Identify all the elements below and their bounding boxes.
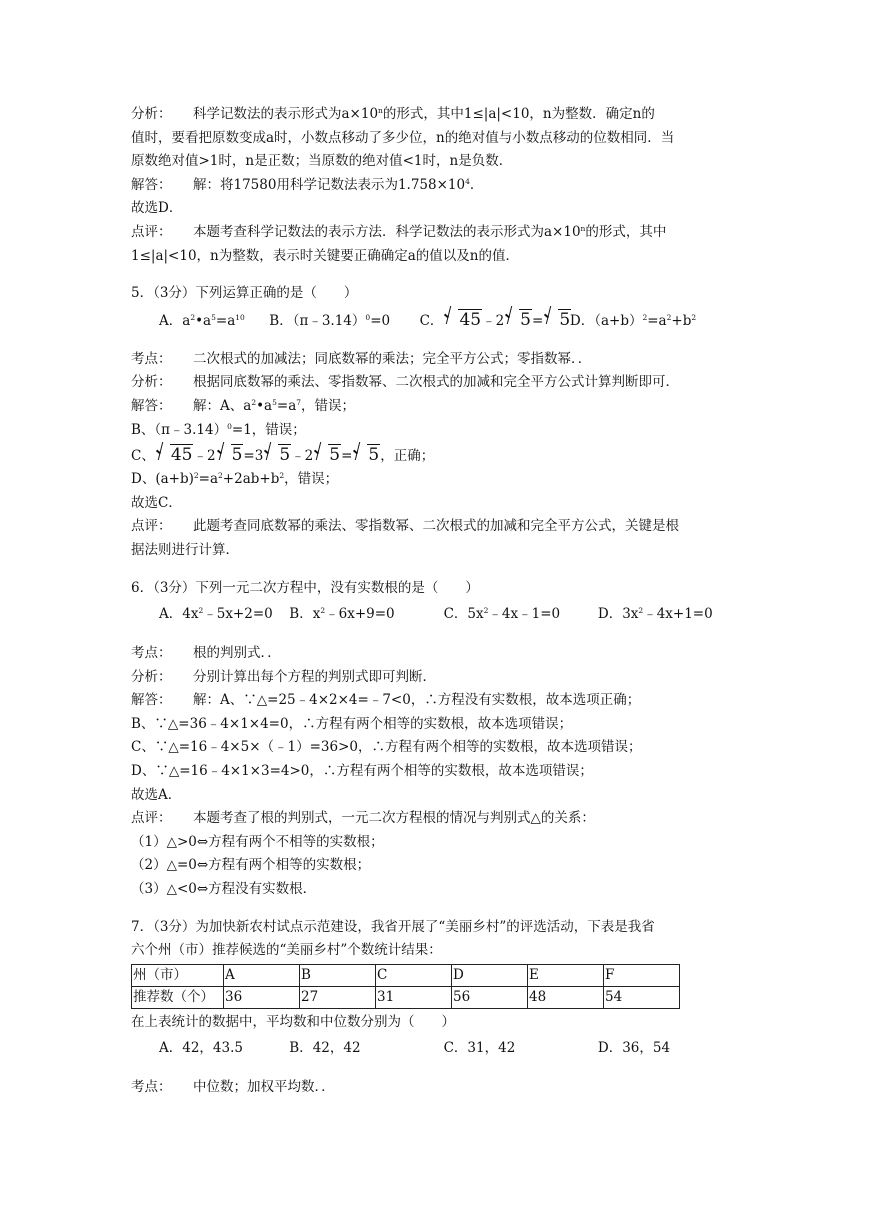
document-page — [131, 103, 771, 1100]
q7-question: 在上表统计的数据中，平均数和中位数分别为（ ） — [131, 1013, 455, 1030]
sqrt-symbol: 5 — [264, 442, 291, 468]
sqrt-symbol: 5 — [217, 442, 244, 468]
q6-analysis — [131, 666, 771, 690]
q6-solution-line-1 — [131, 689, 771, 713]
q5-comment-line-1 — [131, 515, 771, 539]
table-cell: C — [376, 964, 452, 986]
q6-option-d: D．$3x^2﹣4x+1=0$ — [597, 606, 713, 623]
table-cell: A — [224, 964, 300, 986]
table-row — [132, 964, 680, 986]
q6-comment-line-3: （2）△=0⇔方程有两个相等的实数根； — [131, 857, 371, 874]
sqrt-symbol: 45 — [156, 442, 194, 468]
sqrt-symbol: 45 — [444, 306, 482, 334]
comment-label: 点评： — [131, 223, 172, 240]
analysis-label: 分析： — [131, 106, 172, 122]
text: 分别计算出每个方程的判别式即可判断． — [193, 668, 436, 685]
table-cell: F — [604, 964, 680, 986]
text: 本题考查了根的判别式，一元二次方程根的情况与判别式△的关系： — [193, 810, 595, 827]
superscript: 4 — [465, 176, 470, 186]
q4-comment-line-2: 1≤|a|<10，n为整数，表示时关键要正确确定a的值以及n的值． — [131, 247, 519, 264]
q6-choose: 故选A． — [131, 786, 182, 803]
q6-option-c: C．$5x^2﹣4x﹣1=0$ — [443, 606, 561, 623]
solution-label: 解答： — [131, 176, 172, 193]
q6-stem: 6．（3分）下列一元二次方程中，没有实数根的是（ ） — [131, 579, 479, 596]
sqrt-symbol: 5 — [314, 442, 341, 468]
table-cell: 31 — [376, 986, 452, 1008]
q5-option-c: C． 45﹣2 5= 5 — [420, 306, 566, 335]
kaodian-label: 考点： — [131, 350, 172, 367]
q7-option-b: B．42，42 — [289, 1040, 361, 1057]
q5-stem: 5．（3分）下列运算正确的是（ ） — [131, 285, 358, 302]
solution-label: 解答： — [131, 692, 172, 709]
q6-solution-line-2: B、∵△=36﹣4×1×4=0，∴方程有两个相等的实数根，故本选项错误； — [131, 715, 573, 732]
q4-analysis-line-3: 原数绝对值>1时，n是正数；当原数的绝对值<1时，n是负数． — [131, 153, 513, 170]
q5-option-b: B．（π﹣3.14）$^0$=0 — [269, 312, 391, 329]
table-cell: 54 — [604, 986, 680, 1008]
q5-option-d: D．$(a+b)^2=a^2+b^2$ — [569, 312, 697, 329]
table-cell: B — [300, 964, 376, 986]
q4-analysis-line-2: 值时，要看把原数变成a时，小数点移动了多少位，n的绝对值与小数点移动的位数相同．当 — [131, 129, 675, 146]
analysis-label: 分析： — [131, 668, 172, 685]
superscript: n — [580, 223, 586, 233]
q5-kaodian — [131, 348, 771, 372]
text: 解：A、∵△=25﹣4×2×4=﹣7<0，∴方程没有实数根，故本选项正确； — [193, 692, 641, 709]
q4-choose: 故选D． — [131, 200, 183, 217]
stats-table — [131, 964, 680, 1009]
text: 解：将17580用科学记数法表示为1.758×10 — [193, 176, 466, 193]
comment-label: 点评： — [131, 810, 172, 827]
sqrt-symbol: 5 — [544, 306, 571, 334]
table-cell: 48 — [528, 986, 604, 1008]
q7-option-c: C．31，42 — [443, 1040, 516, 1057]
q6-comment-line-1 — [131, 807, 771, 831]
sqrt-symbol: 5 — [353, 442, 380, 468]
table-cell: D — [452, 964, 528, 986]
q5-options — [131, 306, 771, 334]
text: 的形式，其中1≤|a|<10，n为整数．确定n的 — [382, 106, 655, 122]
q4-analysis-line-1 — [131, 103, 771, 127]
table-cell: 27 — [300, 986, 376, 1008]
q5-choose: 故选C． — [131, 494, 182, 511]
superscript: n — [378, 106, 383, 115]
analysis-label: 分析： — [131, 374, 172, 391]
solution-label: 解答： — [131, 397, 172, 414]
q6-solution-line-4: D、∵△=16﹣4×1×3=4>0，∴方程有两个相等的实数根，故本选项错误； — [131, 763, 593, 780]
text: 根的判别式．． — [193, 645, 281, 662]
q5-analysis — [131, 371, 771, 395]
q6-comment-line-4: （3）△<0⇔方程没有实数根． — [131, 881, 317, 898]
q7-kaodian — [131, 1076, 771, 1100]
q6-option-a: A．$4x^2﹣5x+2=0$ — [159, 606, 273, 623]
q5-solution-line-4: D、$(a+b)^2=a^2+2ab+b^2$，错误； — [131, 471, 339, 488]
table-cell: E — [528, 964, 604, 986]
sqrt-symbol: 5 — [505, 306, 532, 334]
q5-comment-line-2: 据法则进行计算． — [131, 541, 239, 558]
q5-solution-line-3: C、 45﹣2 5=3 5﹣2 5= 5，正确； — [131, 442, 771, 468]
text: 二次根式的加减法；同底数幂的乘法；完全平方公式；零指数幂．． — [193, 350, 592, 367]
text: 此题考查同底数幂的乘法、零指数幂、二次根式的加减和完全平方公式，关键是根 — [193, 518, 679, 535]
q7-stem-line-2: 六个州（市）推荐候选的“美丽乡村”个数统计结果： — [131, 942, 442, 959]
q5-solution-line-2: B、（π﹣3.14）$^0$=1，错误； — [131, 421, 306, 438]
table-cell: 推荐数（个） — [132, 986, 224, 1008]
q7-options — [131, 1034, 771, 1062]
q6-solution-line-3: C、∵△=16﹣4×5×（﹣1）=36>0，∴方程有两个相等的实数根，故本选项错误； — [131, 739, 642, 756]
q5-solution-line-1: 解答： 解：A、$a^2•a^5=a^7$，错误； — [131, 395, 771, 419]
q7-option-d: D．36，54 — [597, 1040, 671, 1057]
table-row — [132, 986, 680, 1008]
q7-stem-line-1: 7．（3分）为加快新农村试点示范建设，我省开展了“美丽乡村”的评选活动，下表是我省 — [131, 918, 655, 935]
comment-label: 点评： — [131, 518, 172, 535]
q4-comment-line-1 — [131, 221, 771, 245]
q6-option-b: B．$x^2﹣6x+9=0$ — [289, 606, 395, 623]
kaodian-label: 考点： — [131, 645, 172, 662]
q6-kaodian — [131, 642, 771, 666]
q7-option-a: A．42，43.5 — [159, 1040, 243, 1057]
table-cell: 36 — [224, 986, 300, 1008]
q4-solution-line — [131, 174, 771, 198]
text: 科学记数法的表示形式为a×10 — [193, 106, 379, 122]
q6-options — [131, 600, 771, 628]
text: 中位数；加权平均数．． — [193, 1079, 335, 1096]
table-cell: 州（市） — [132, 964, 224, 986]
kaodian-label: 考点： — [131, 1079, 172, 1096]
table-cell: 56 — [452, 986, 528, 1008]
text: 本题考查科学记数法的表示方法．科学记数法的表示形式为a×10 — [193, 223, 581, 240]
text: 根据同底数幂的乘法、零指数幂、二次根式的加减和完全平方公式计算判断即可． — [193, 374, 679, 391]
text: ． — [469, 176, 484, 193]
text: 的形式，其中 — [585, 223, 667, 240]
q5-option-a: A．$a^2•a^5=a^{10}$ — [159, 312, 245, 329]
q6-comment-line-2: （1）△>0⇔方程有两个不相等的实数根； — [131, 833, 384, 850]
